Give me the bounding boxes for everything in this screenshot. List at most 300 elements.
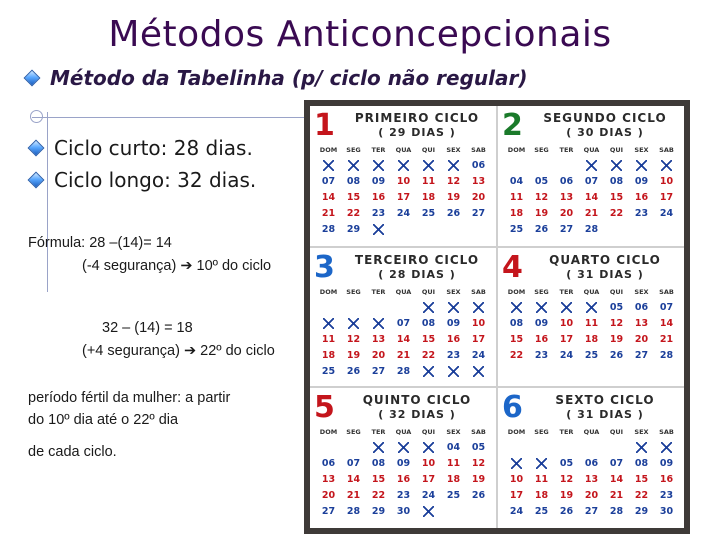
- calendar-day: 12: [609, 318, 624, 329]
- calendar-day: 17: [396, 192, 411, 203]
- calendar-day: 18: [321, 350, 336, 361]
- calendar-day: 25: [321, 366, 336, 377]
- cycle-calendar: [498, 106, 684, 246]
- cycle-calendar: [498, 248, 684, 388]
- week-row: [316, 364, 491, 379]
- bullet-short-cycle-text: Ciclo curto: 28 dias.: [54, 136, 253, 160]
- calendar-day: 07: [396, 318, 411, 329]
- weekday-label: DOM: [507, 146, 526, 154]
- week-row: [504, 456, 679, 471]
- empty-day: [416, 222, 441, 237]
- empty-day: [441, 222, 466, 237]
- empty-day: [554, 364, 579, 379]
- cycle-title: TERCEIRO CICLO: [354, 253, 480, 267]
- calendar-day: 08: [371, 458, 386, 469]
- calendar-day: 04: [446, 442, 461, 453]
- calendar-day: 09: [659, 458, 674, 469]
- calendar-day: 11: [509, 192, 524, 203]
- calendar-day: 15: [346, 192, 361, 203]
- calendar-day: 24: [421, 490, 436, 501]
- calendar-day: 30: [396, 506, 411, 517]
- weekday-label: QUI: [421, 288, 436, 296]
- crossed-day-icon: [366, 158, 391, 173]
- empty-day: [391, 222, 416, 237]
- calendar-day: 26: [609, 350, 624, 361]
- calendar-day: 06: [321, 458, 336, 469]
- cycle-title: PRIMEIRO CICLO: [354, 111, 480, 125]
- decorative-circle-icon: [30, 110, 43, 123]
- calendar-day: 27: [371, 366, 386, 377]
- calendar-day: 10: [559, 318, 574, 329]
- calendar-day: 19: [446, 192, 461, 203]
- weekday-label: TER: [371, 428, 386, 436]
- crossed-day-icon: [629, 440, 654, 455]
- calendar-day: 19: [609, 334, 624, 345]
- diamond-bullet-icon: [24, 70, 41, 87]
- calendar-image: [304, 100, 690, 534]
- empty-day: [366, 300, 391, 315]
- calendar-day: 08: [509, 318, 524, 329]
- week-row: [316, 348, 491, 363]
- fertile-period-text: período fértil da mulher: a partir: [28, 390, 231, 406]
- safety-margin-text: (+4 segurança) ➔ 22º do ciclo: [82, 343, 275, 359]
- calendar-day: 18: [446, 474, 461, 485]
- calendar-day: 12: [346, 334, 361, 345]
- calendar-day: 19: [559, 490, 574, 501]
- empty-day: [604, 364, 629, 379]
- crossed-day-icon: [366, 440, 391, 455]
- calendar-day: 17: [659, 192, 674, 203]
- weekday-label: SAB: [471, 428, 486, 436]
- week-row: [504, 316, 679, 331]
- calendar-day: 11: [534, 474, 549, 485]
- crossed-day-icon: [441, 158, 466, 173]
- calendar-day: 24: [509, 506, 524, 517]
- weekday-label: SEX: [634, 146, 649, 154]
- calendar-day: 15: [421, 334, 436, 345]
- calendar-day: 25: [534, 506, 549, 517]
- calendar-day: 28: [346, 506, 361, 517]
- calendar-day: 16: [371, 192, 386, 203]
- calendar-day: 06: [634, 302, 649, 313]
- week-row: [504, 190, 679, 205]
- calendar-day: 18: [421, 192, 436, 203]
- calendar-day: 25: [421, 208, 436, 219]
- calendar-day: 25: [446, 490, 461, 501]
- diamond-bullet-icon: [28, 172, 45, 189]
- empty-day: [466, 504, 491, 519]
- crossed-day-icon: [629, 158, 654, 173]
- crossed-day-icon: [416, 364, 441, 379]
- empty-day: [604, 440, 629, 455]
- calendar-day: 15: [509, 334, 524, 345]
- calendar-grid: [310, 106, 684, 528]
- cycle-calendar: [498, 388, 684, 528]
- calendar-day: 23: [446, 350, 461, 361]
- calendar-day: 28: [659, 350, 674, 361]
- cycle-days: ( 30 DIAS ): [566, 126, 644, 139]
- calendar-day: 17: [471, 334, 486, 345]
- crossed-day-icon: [416, 504, 441, 519]
- calendar-day: 16: [446, 334, 461, 345]
- cycle-number: 4: [502, 250, 523, 285]
- cycle-days: ( 31 DIAS ): [566, 408, 644, 421]
- weekday-label: TER: [559, 428, 574, 436]
- calendar-day: 24: [659, 208, 674, 219]
- calendar-day: 11: [446, 458, 461, 469]
- calendar-day: 23: [659, 490, 674, 501]
- cycle-days: ( 28 DIAS ): [378, 268, 456, 281]
- calendar-day: 10: [421, 458, 436, 469]
- empty-day: [504, 364, 529, 379]
- weekday-label: TER: [559, 146, 574, 154]
- calendar-day: 14: [321, 192, 336, 203]
- calendar-day: 21: [609, 490, 624, 501]
- calendar-day: 11: [584, 318, 599, 329]
- calendar-day: 14: [396, 334, 411, 345]
- empty-day: [466, 222, 491, 237]
- empty-day: [604, 222, 629, 237]
- week-row: [504, 440, 679, 455]
- weekday-label: QUI: [609, 428, 624, 436]
- weekday-header: [504, 288, 679, 296]
- calendar-day: 08: [346, 176, 361, 187]
- calendar-day: 18: [584, 334, 599, 345]
- calendar-day: 17: [559, 334, 574, 345]
- empty-day: [341, 300, 366, 315]
- calendar-day: 04: [509, 176, 524, 187]
- week-row: [316, 440, 491, 455]
- calendar-day: 28: [584, 224, 599, 235]
- weekday-label: DOM: [319, 428, 338, 436]
- weekday-label: SEG: [534, 146, 549, 154]
- calendar-day: 20: [559, 208, 574, 219]
- calendar-day: 12: [471, 458, 486, 469]
- week-row: [504, 332, 679, 347]
- crossed-day-icon: [416, 158, 441, 173]
- weekday-label: SEG: [346, 288, 361, 296]
- calendar-day: 12: [534, 192, 549, 203]
- crossed-day-icon: [654, 158, 679, 173]
- crossed-day-icon: [416, 300, 441, 315]
- cycle-title: QUARTO CICLO: [549, 253, 661, 267]
- week-row: [316, 456, 491, 471]
- calendar-day: 18: [534, 490, 549, 501]
- calendar-day: 27: [471, 208, 486, 219]
- weekday-label: SEG: [534, 288, 549, 296]
- weekday-label: SAB: [471, 146, 486, 154]
- calendar-day: 05: [534, 176, 549, 187]
- week-row: [316, 488, 491, 503]
- weekday-label: TER: [371, 146, 386, 154]
- calendar-day: 06: [559, 176, 574, 187]
- empty-day: [391, 300, 416, 315]
- calendar-day: 15: [609, 192, 624, 203]
- week-row: [504, 174, 679, 189]
- calendar-day: 28: [321, 224, 336, 235]
- calendar-day: 20: [321, 490, 336, 501]
- calendar-day: 24: [559, 350, 574, 361]
- calendar-day: 21: [659, 334, 674, 345]
- week-row: [316, 222, 491, 237]
- calendar-day: 20: [471, 192, 486, 203]
- empty-day: [579, 440, 604, 455]
- crossed-day-icon: [466, 364, 491, 379]
- calendar-day: 27: [584, 506, 599, 517]
- crossed-day-icon: [604, 158, 629, 173]
- calendar-day: 06: [584, 458, 599, 469]
- weekday-label: DOM: [507, 288, 526, 296]
- calendar-day: 05: [609, 302, 624, 313]
- calendar-day: 10: [396, 176, 411, 187]
- calendar-day: 29: [634, 506, 649, 517]
- week-row: [316, 316, 491, 331]
- weekday-label: QUI: [421, 428, 436, 436]
- calendar-day: 14: [609, 474, 624, 485]
- cycle-title: SEXTO CICLO: [555, 393, 655, 407]
- crossed-day-icon: [504, 456, 529, 471]
- calendar-day: 24: [396, 208, 411, 219]
- weekday-label: DOM: [507, 428, 526, 436]
- calendar-day: 11: [421, 176, 436, 187]
- calendar-day: 29: [371, 506, 386, 517]
- weekday-label: SAB: [659, 288, 674, 296]
- week-row: [504, 300, 679, 315]
- crossed-day-icon: [316, 158, 341, 173]
- weekday-label: DOM: [319, 146, 338, 154]
- bullet-long-cycle-text: Ciclo longo: 32 dias.: [54, 168, 257, 192]
- calendar-day: 07: [321, 176, 336, 187]
- week-row: [316, 206, 491, 221]
- weekday-header: [316, 428, 491, 436]
- calendar-day: 26: [346, 366, 361, 377]
- empty-day: [316, 300, 341, 315]
- crossed-day-icon: [529, 456, 554, 471]
- empty-day: [579, 364, 604, 379]
- crossed-day-icon: [579, 158, 604, 173]
- empty-day: [341, 440, 366, 455]
- weekday-header: [504, 146, 679, 154]
- decorative-line: [32, 117, 322, 118]
- cycle-calendar: [310, 106, 496, 246]
- weekday-label: SEG: [534, 428, 549, 436]
- week-row: [316, 300, 491, 315]
- weekday-label: SEG: [346, 146, 361, 154]
- calendar-day: 16: [634, 192, 649, 203]
- empty-day: [654, 364, 679, 379]
- calendar-day: 09: [371, 176, 386, 187]
- weekday-header: [316, 146, 491, 154]
- calendar-day: 06: [471, 160, 486, 171]
- weekday-label: TER: [559, 288, 574, 296]
- crossed-day-icon: [391, 158, 416, 173]
- calendar-day: 10: [509, 474, 524, 485]
- weekday-label: SAB: [659, 428, 674, 436]
- weekday-label: SEG: [346, 428, 361, 436]
- week-row: [504, 206, 679, 221]
- calendar-day: 22: [509, 350, 524, 361]
- calendar-day: 25: [509, 224, 524, 235]
- weekday-label: DOM: [319, 288, 338, 296]
- calendar-day: 09: [446, 318, 461, 329]
- cycle-title: QUINTO CICLO: [362, 393, 472, 407]
- calendar-day: 13: [471, 176, 486, 187]
- diamond-bullet-icon: [28, 140, 45, 157]
- calendar-day: 23: [634, 208, 649, 219]
- cycle-days: ( 29 DIAS ): [378, 126, 456, 139]
- calendar-day: 22: [609, 208, 624, 219]
- calendar-day: 26: [446, 208, 461, 219]
- week-row: [504, 348, 679, 363]
- calendar-day: 22: [371, 490, 386, 501]
- cycle-number: 1: [314, 108, 335, 143]
- calendar-day: 22: [421, 350, 436, 361]
- calendar-day: 19: [471, 474, 486, 485]
- cycle-number: 5: [314, 390, 335, 425]
- safety-margin-text: (-4 segurança) ➔ 10º do ciclo: [82, 258, 272, 274]
- crossed-day-icon: [529, 300, 554, 315]
- calendar-day: 19: [534, 208, 549, 219]
- crossed-day-icon: [654, 440, 679, 455]
- weekday-label: QUA: [583, 428, 600, 436]
- empty-day: [529, 364, 554, 379]
- crossed-day-icon: [416, 440, 441, 455]
- calendar-day: 07: [609, 458, 624, 469]
- fertile-period-text: de cada ciclo.: [28, 444, 117, 460]
- crossed-day-icon: [316, 316, 341, 331]
- crossed-day-icon: [366, 222, 391, 237]
- weekday-label: QUA: [583, 288, 600, 296]
- empty-day: [529, 440, 554, 455]
- crossed-day-icon: [554, 300, 579, 315]
- empty-day: [504, 440, 529, 455]
- weekday-header: [316, 288, 491, 296]
- week-row: [316, 332, 491, 347]
- weekday-label: SEX: [634, 428, 649, 436]
- calendar-day: 13: [371, 334, 386, 345]
- empty-day: [316, 440, 341, 455]
- calculation-text: 32 – (14) = 18: [102, 320, 193, 336]
- empty-day: [441, 504, 466, 519]
- calendar-day: 22: [346, 208, 361, 219]
- week-row: [504, 158, 679, 173]
- calendar-day: 15: [634, 474, 649, 485]
- weekday-label: QUI: [609, 288, 624, 296]
- calendar-day: 21: [584, 208, 599, 219]
- calendar-day: 17: [509, 490, 524, 501]
- week-row: [504, 472, 679, 487]
- calendar-day: 21: [396, 350, 411, 361]
- calendar-day: 09: [634, 176, 649, 187]
- calendar-day: 16: [534, 334, 549, 345]
- week-row: [316, 504, 491, 519]
- calendar-day: 05: [471, 442, 486, 453]
- calendar-day: 26: [534, 224, 549, 235]
- weekday-header: [504, 428, 679, 436]
- calendar-day: 18: [509, 208, 524, 219]
- calendar-day: 12: [559, 474, 574, 485]
- crossed-day-icon: [579, 300, 604, 315]
- week-row: [504, 488, 679, 503]
- calendar-day: 05: [559, 458, 574, 469]
- calendar-day: 21: [346, 490, 361, 501]
- calendar-day: 08: [609, 176, 624, 187]
- week-row: [316, 174, 491, 189]
- calendar-day: 09: [396, 458, 411, 469]
- empty-day: [629, 222, 654, 237]
- weekday-label: SEX: [446, 428, 461, 436]
- bullet-short-cycle: [30, 136, 253, 160]
- empty-day: [504, 158, 529, 173]
- week-row: [316, 190, 491, 205]
- calendar-day: 27: [321, 506, 336, 517]
- crossed-day-icon: [341, 316, 366, 331]
- calendar-day: 15: [371, 474, 386, 485]
- calendar-day: 14: [584, 192, 599, 203]
- calendar-day: 17: [421, 474, 436, 485]
- calendar-day: 13: [634, 318, 649, 329]
- cycle-calendar: [310, 248, 496, 388]
- calendar-day: 26: [559, 506, 574, 517]
- calendar-day: 27: [634, 350, 649, 361]
- calendar-day: 13: [584, 474, 599, 485]
- calendar-day: 27: [559, 224, 574, 235]
- calendar-day: 12: [446, 176, 461, 187]
- crossed-day-icon: [341, 158, 366, 173]
- formula-text: Fórmula: 28 –(14)= 14: [28, 235, 172, 251]
- cycle-title: SEGUNDO CICLO: [543, 111, 667, 125]
- weekday-label: SEX: [446, 146, 461, 154]
- week-row: [504, 364, 679, 379]
- bullet-main: [26, 66, 527, 90]
- calendar-day: 23: [534, 350, 549, 361]
- calendar-day: 20: [371, 350, 386, 361]
- empty-day: [554, 158, 579, 173]
- crossed-day-icon: [391, 440, 416, 455]
- calendar-day: 10: [659, 176, 674, 187]
- cycle-calendar: [310, 388, 496, 528]
- calendar-day: 14: [659, 318, 674, 329]
- calendar-day: 22: [634, 490, 649, 501]
- cycle-number: 2: [502, 108, 523, 143]
- cycle-number: 6: [502, 390, 523, 425]
- calendar-day: 24: [471, 350, 486, 361]
- week-row: [504, 504, 679, 519]
- calendar-day: 20: [634, 334, 649, 345]
- weekday-label: SEX: [634, 288, 649, 296]
- weekday-label: QUI: [421, 146, 436, 154]
- weekday-label: TER: [371, 288, 386, 296]
- calendar-day: 20: [584, 490, 599, 501]
- calendar-day: 07: [584, 176, 599, 187]
- slide-title: Métodos Anticoncepcionais: [108, 14, 612, 55]
- cycle-days: ( 32 DIAS ): [378, 408, 456, 421]
- crossed-day-icon: [466, 300, 491, 315]
- calendar-day: 07: [659, 302, 674, 313]
- calendar-day: 13: [321, 474, 336, 485]
- crossed-day-icon: [441, 300, 466, 315]
- calendar-day: 26: [471, 490, 486, 501]
- calendar-day: 30: [659, 506, 674, 517]
- calendar-day: 28: [396, 366, 411, 377]
- week-row: [316, 472, 491, 487]
- calendar-day: 14: [346, 474, 361, 485]
- calendar-day: 28: [609, 506, 624, 517]
- weekday-label: QUA: [395, 428, 412, 436]
- calendar-day: 23: [371, 208, 386, 219]
- crossed-day-icon: [366, 316, 391, 331]
- calendar-day: 08: [421, 318, 436, 329]
